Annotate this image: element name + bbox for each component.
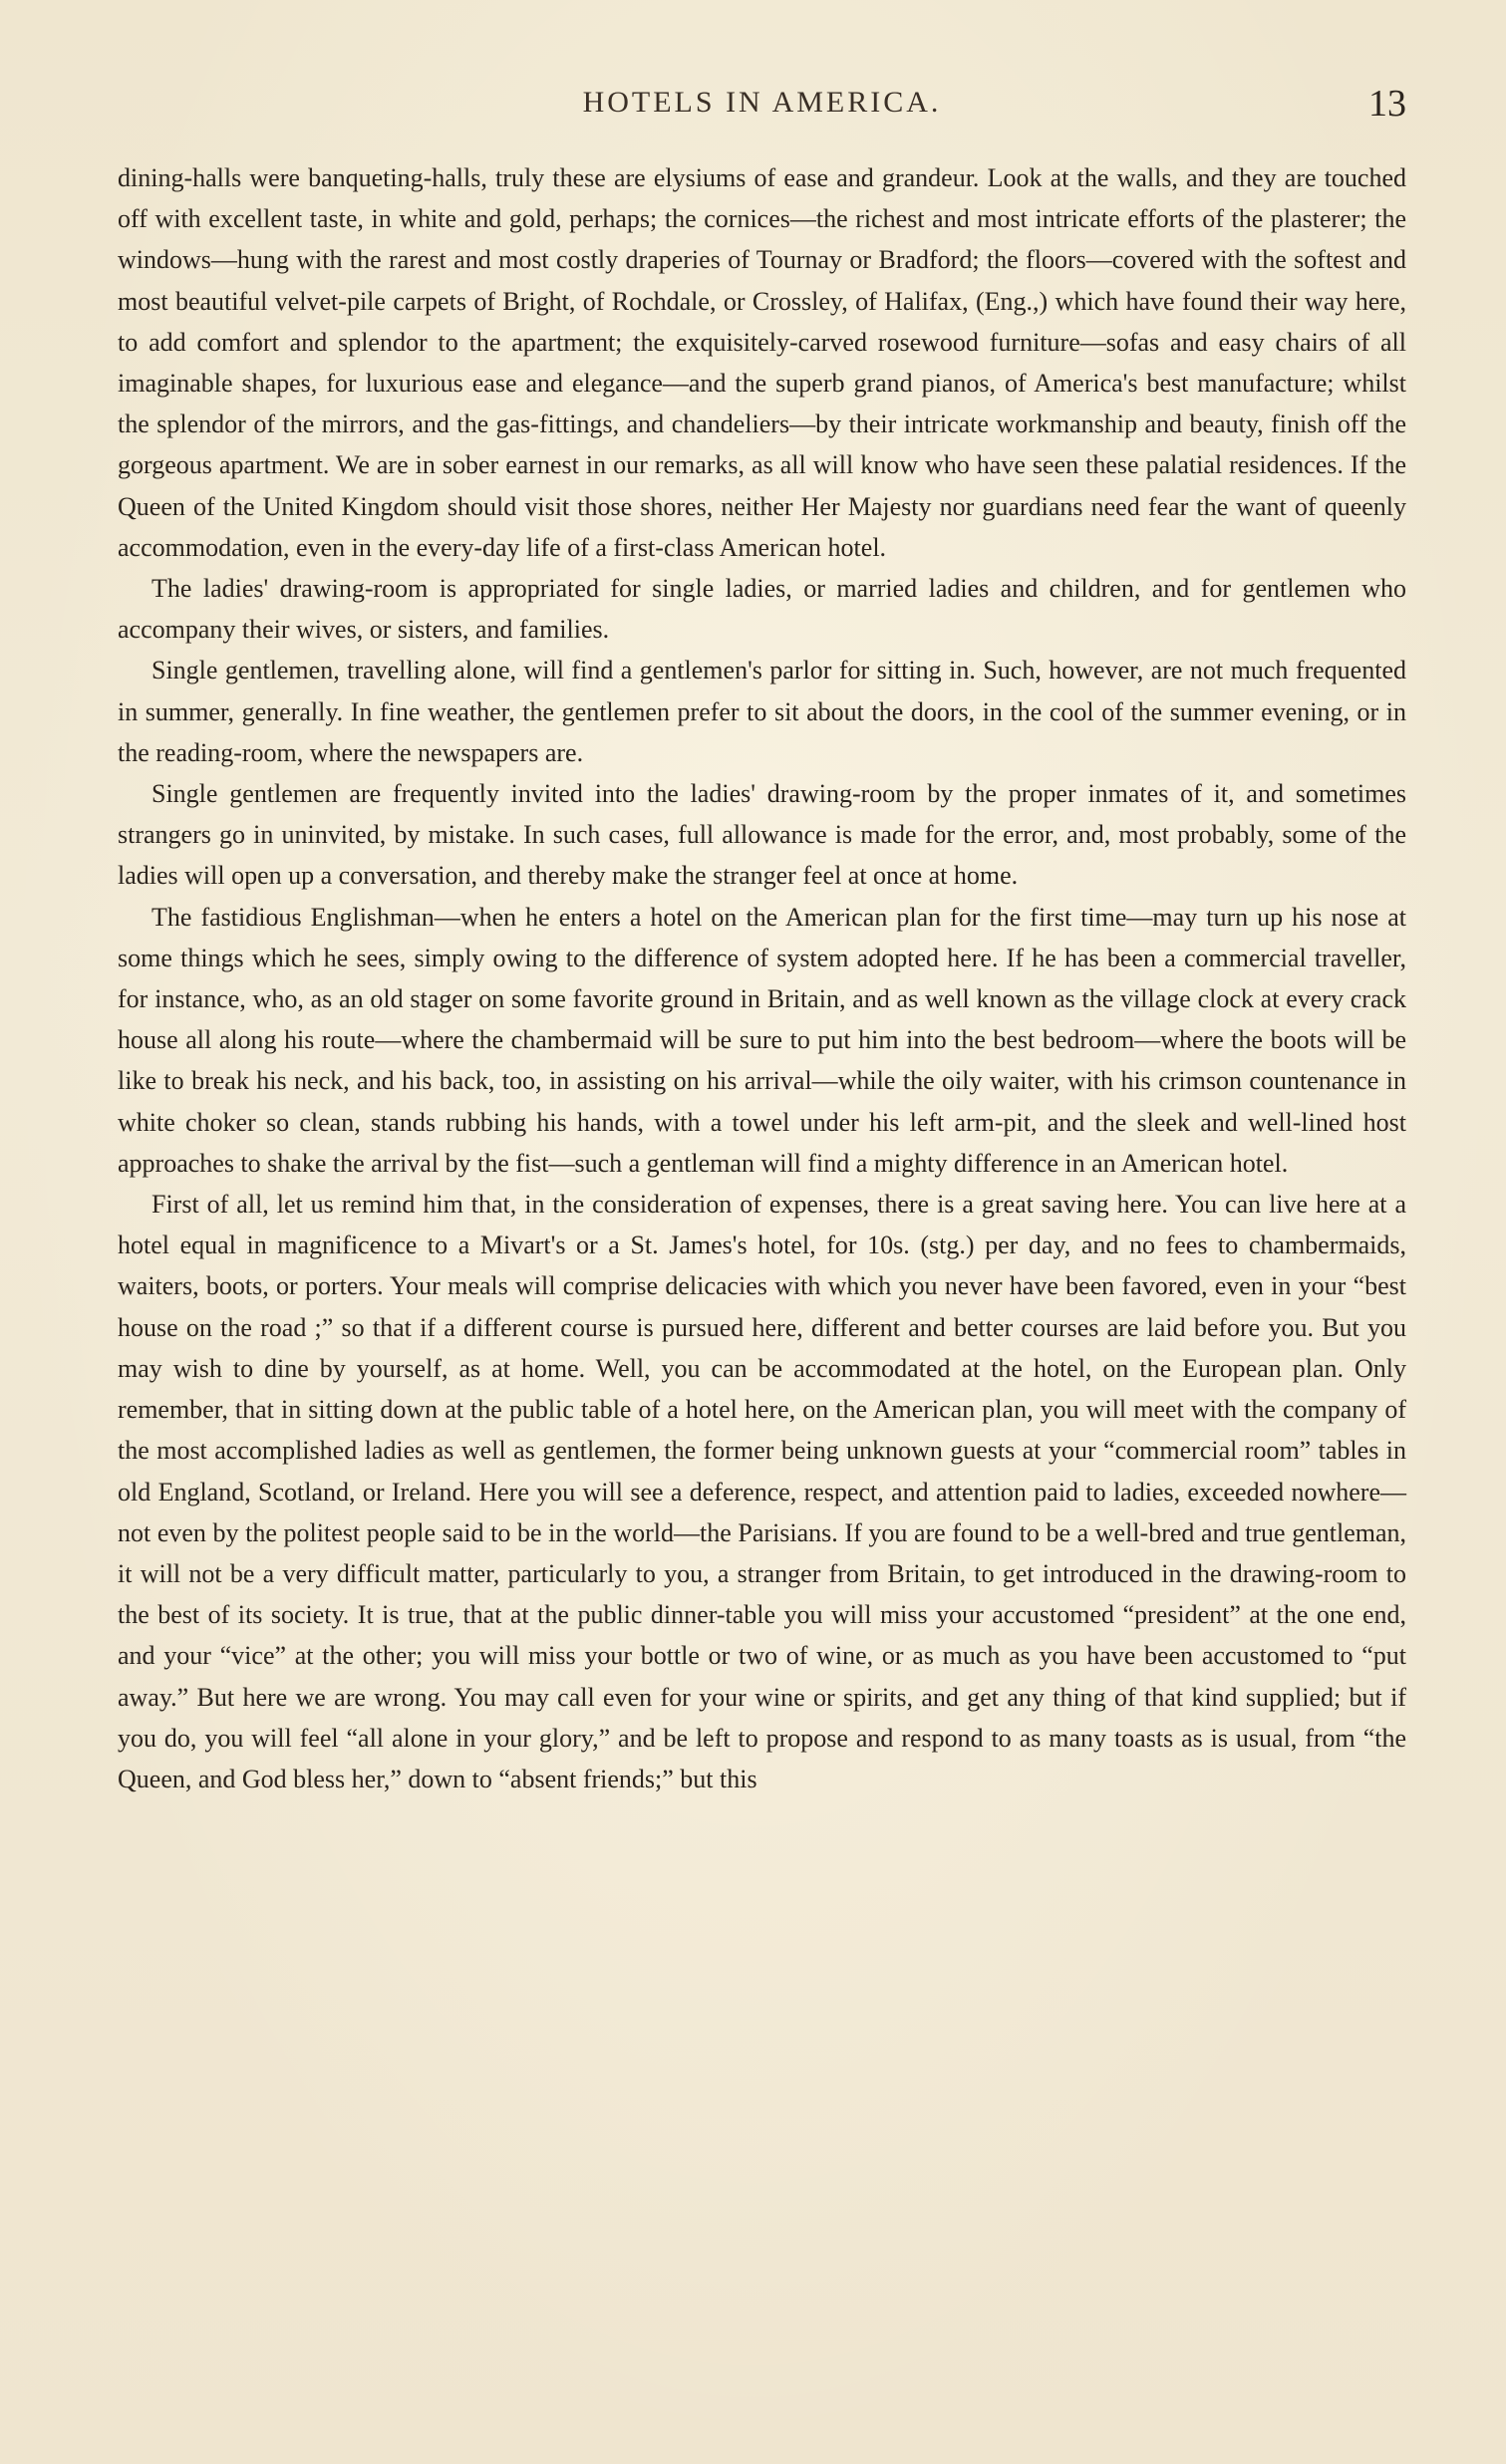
page-header <box>118 82 1406 132</box>
paragraph-expenses: First of all, let us remind him that, in the consideration of expenses, there is a great saving here. You can live here at a hotel equal in magnificence to a Mivart's or a St. James's hotel, for 10s. (stg.) per day, and no fees to chambermaids, waiters, boots, or porters. Your meals will comprise delicacies with which you never have been favored, even in your “best house on the road ;” so that if a different course is pursued here, different and better courses are laid before you. But you may wish to dine by yourself, as at home. Well, you can be accommodated at the hotel, on the European plan. Only remember, that in sitting down at the public table of a hotel here, on the American plan, you will meet with the company of the most accomplished ladies as well as gentlemen, the former being unknown guests at your “commercial room” tables in old England, Scotland, or Ireland. Here you will see a deference, respect, and attention paid to ladies, exceeded nowhere—not even by the politest people said to be in the world—the Parisians. If you are found to be a well-bred and true gentleman, it will not be a very difficult matter, particularly to you, a stranger from Britain, to get introduced in the drawing-room to the best of its society. It is true, that at the public dinner-table you will miss your accustomed “president” at the one end, and your “vice” at the other; you will miss your bottle or two of wine, or as much as you have been accustomed to “put away.” But here we are wrong. You may call even for your wine or spirits, and get any thing of that kind supplied; but if you do, you will feel “all alone in your glory,” and be left to propose and respond to as many toasts as is usual, from “the Queen, and God bless her,” down to “absent friends;” but this <box>118 1190 1406 1793</box>
page-number: 13 <box>1368 83 1406 125</box>
paragraph-continued: dining-halls were banqueting-halls, truly these are elysiums of ease and grandeur. Look at the walls, and they are touched off with excellent taste, in white and gold, perhaps; the cornices—the richest and most intricate efforts of the plasterer; the windows—hung with the rarest and most costly draperies of Tournay or Bradford; the floors—covered with the softest and most beautiful velvet-pile carpets of Bright, of Rochdale, or Crossley, of Halifax, (Eng.,) which have found their way here, to add comfort and splendor to the apartment; the exquisitely-carved rosewood furniture—sofas and easy chairs of all imaginable shapes, for luxurious ease and elegance—and the superb grand pianos, of America's best manufacture; whilst the splendor of the mirrors, and the gas-fittings, and chandeliers—by their intricate workmanship and beauty, finish off the gorgeous apartment. We are in sober earnest in our remarks, as all will know who have seen these palatial residences. If the Queen of the United Kingdom should visit those shores, neither Her Majesty nor guardians need fear the want of queenly accommodation, even in the every-day life of a first-class American hotel. <box>118 163 1406 562</box>
running-title: HOTELS IN AMERICA. <box>582 86 942 119</box>
paragraph-single-gentlemen-invited: Single gentlemen are frequently invited into the ladies' drawing-room by the proper inmates of it, and sometimes strangers go in uninvited, by mistake. In such cases, full allowance is made for the error, and, most probably, some of the ladies will open up a conversation, and thereby make the stranger feel at once at home. <box>118 779 1406 891</box>
paragraph-fastidious-englishman: The fastidious Englishman—when he enters a hotel on the American plan for the first time—may turn up his nose at some things which he sees, simply owing to the difference of system adopted here. If he has been a commercial traveller, for instance, who, as an old stager on some favorite ground in Britain, and as well known as the village clock at every crack house all along his route—where the chambermaid will be sure to put him into the best bedroom—where the boots will be like to break his neck, and his back, too, in assisting on his arrival—while the oily waiter, with his crimson countenance in white choker so clean, stands rubbing his hands, with a towel under his left arm-pit, and the sleek and well-lined host approaches to shake the arrival by the fist—such a gentleman will find a mighty difference in an American hotel. <box>118 902 1406 1178</box>
body-text <box>118 157 1406 1799</box>
paragraph-gentlemens-parlor: Single gentlemen, travelling alone, will find a gentlemen's parlor for sitting in. Such, however, are not much frequented in summer, generally. In fine weather, the gentlemen prefer to sit about the doors, in the cool of the summer evening, or in the reading-room, where the newspapers are. <box>118 656 1406 767</box>
paragraph-ladies-drawing-room: The ladies' drawing-room is appropriated for single ladies, or married ladies and children, and for gentlemen who accompany their wives, or sisters, and families. <box>118 574 1406 645</box>
